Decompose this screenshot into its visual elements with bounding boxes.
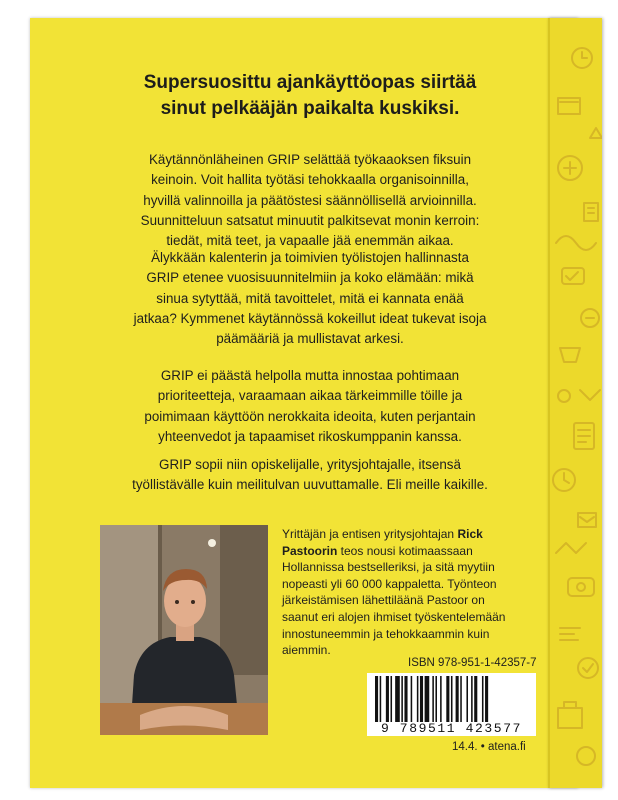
text-line: työllistävälle kuin meilitulvan uuvuttamalle. Eli meille kaikille. xyxy=(132,477,488,493)
blurb-paragraph-4 xyxy=(100,455,520,496)
text-line: saanut eri alojen ihmiset työskentelemään xyxy=(282,609,506,624)
isbn-label: ISBN 978-951-1-42357-7 xyxy=(408,657,537,669)
blurb-paragraph-3 xyxy=(100,366,520,447)
text-line: keinoin. Voit hallita työtäsi tehokkaalla organisoinnilla, xyxy=(151,172,469,188)
barcode xyxy=(367,673,536,724)
text-line: jatkaa? Kymmenet käytännössä kokeillut ideat tukevat isoja xyxy=(133,310,487,326)
text-line: teos nousi kotimaassaan xyxy=(337,543,473,558)
author-name: Pastoorin xyxy=(282,543,338,558)
text-line: järkeistämisen lähettiläänä Pastoor on xyxy=(282,593,485,608)
barcode-digits: 9 789511 423577 xyxy=(367,722,536,736)
text-line: GRIP etenee vuosisuunnitelmiin ja koko elämään: mikä xyxy=(146,270,474,286)
price-publisher: 14.4. • atena.fi xyxy=(452,741,526,753)
author-bio xyxy=(282,526,532,659)
text-line: GRIP sopii niin opiskelijalle, yritysjohtajalle, itsensä xyxy=(159,457,461,472)
blurb-paragraph-1 xyxy=(100,150,520,251)
text-line: Älykkään kalenterin ja toimivien työlistojen hallinnasta xyxy=(151,250,469,265)
headline-line: sinut pelkääjän paikalta kuskiksi. xyxy=(160,98,460,119)
book-spine xyxy=(548,18,602,788)
headline xyxy=(90,70,530,122)
text-line: tiedät, mitä teet, ja vapaalle jää enemmän aikaa. xyxy=(166,233,454,249)
text-line: päämääriä ja mullistavat arkesi. xyxy=(216,331,404,347)
text-line: Yrittäjän ja entisen yritysjohtajan xyxy=(282,527,458,541)
text-line: Hollannissa bestselleriksi, ja sitä myytiin xyxy=(282,560,495,575)
text-line: sinua sytyttää, mitä tavoittelet, mitä ei kannata enää xyxy=(156,290,464,306)
text-line: aiemmin. xyxy=(282,643,331,658)
headline-line: Supersuosittu ajankäyttöopas siirtää xyxy=(143,72,477,93)
doodle-pattern-icon xyxy=(550,18,602,788)
text-line: yhteenvedot ja tapaamiset rikoskumppanin kanssa. xyxy=(158,428,462,444)
text-line: prioriteetteja, varaamaan aikaa tärkeimmille töille ja xyxy=(157,388,463,404)
text-line: poimimaan käyttöön nerokkaita ideoita, kuten perjantain xyxy=(144,408,476,424)
author-name: Rick xyxy=(457,527,483,541)
text-line: Suunnitteluun satsatut minuutit palkitsevat monin kerroin: xyxy=(140,212,480,228)
blurb-paragraph-2 xyxy=(100,248,520,349)
text-line: Käytännönläheinen GRIP selättää työkaaoksen fiksuin xyxy=(148,152,472,167)
text-line: nopeasti yli 60 000 kappaletta. Työnteon xyxy=(282,576,497,591)
text-line: hyvillä valinnoilla ja päätöstesi säännöllisellä arvioinnilla. xyxy=(143,192,477,208)
author-photo xyxy=(100,525,268,735)
text-line: innostuneemmin ja tehokkaammin kuin xyxy=(282,626,490,641)
text-line: GRIP ei päästä helpolla mutta innostaa pohtimaan xyxy=(160,368,460,383)
